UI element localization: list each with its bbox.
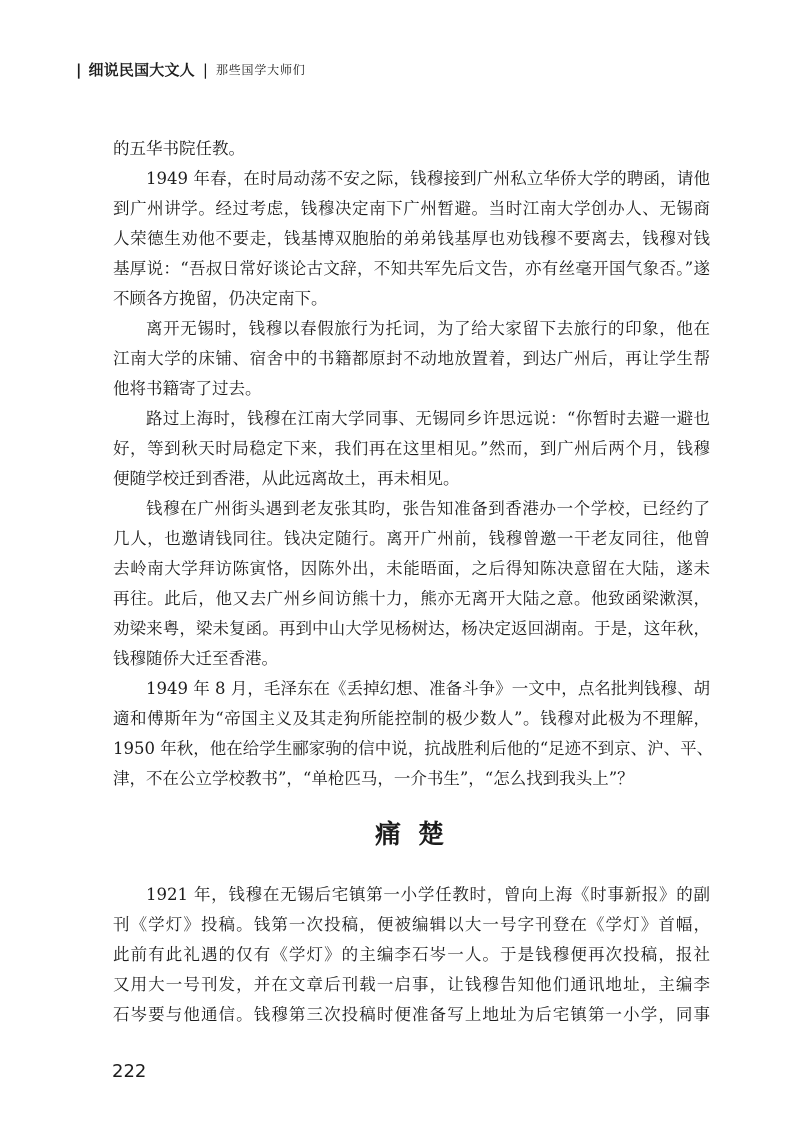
text-line: 几人，也邀请钱同往。钱决定随行。离开广州前，钱穆曾邀一干老友同往，他曾: [113, 529, 710, 548]
paragraph: [113, 880, 710, 1030]
text-line: 路过上海时，钱穆在江南大学同事、无锡同乡许思远说：“你暂时去避一避也: [146, 409, 710, 428]
paragraph: [113, 404, 710, 494]
header-separator: |: [202, 61, 208, 79]
text-line: 便随学校迁到香港，从此远离故土，再未相见。: [113, 469, 460, 488]
text-line: 刊《学灯》投稿。钱第一次投稿，便被编辑以大一号字刊登在《学灯》首幅，: [113, 915, 710, 934]
page-number: 222: [112, 1061, 147, 1082]
text-line: 他将书籍寄了过去。: [113, 379, 262, 398]
text-line: 到广州讲学。经过考虑，钱穆决定南下广州暂避。当时江南大学创办人、无锡商: [113, 199, 710, 218]
text-line: 基厚说：“吾叔日常好谈论古文辞，不知共军先后文告，亦有丝毫开国气象否。”遂: [113, 259, 710, 278]
text-line: 又用大一号刊发，并在文章后刊载一启事，让钱穆告知他们通讯地址，主编李: [113, 975, 710, 994]
text-line: 1949 年春，在时局动荡不安之际，钱穆接到广州私立华侨大学的聘函，请他: [146, 169, 710, 188]
header-bar: |: [76, 61, 82, 79]
text-line: 钱穆在广州街头遇到老友张其昀，张告知准备到香港办一个学校，已经约了: [146, 499, 710, 518]
book-title: 细说民国大文人: [88, 61, 195, 79]
text-line: 的五华书院任教。: [113, 139, 245, 158]
section-2-body: [113, 880, 710, 1030]
paragraph: [113, 314, 710, 404]
paragraph: [113, 674, 714, 794]
text-line: 1949 年 8 月，毛泽东在《丢掉幻想、准备斗争》一文中，点名批判钱穆、胡: [146, 679, 710, 698]
paragraph: [113, 134, 710, 164]
text-line: 此前有此礼遇的仅有《学灯》的主编李石岑一人。于是钱穆便再次投稿，报社: [113, 945, 710, 964]
text-line: 適和傅斯年为“帝国主义及其走狗所能控制的极少数人”。钱穆对此极为不理解，: [113, 709, 710, 728]
text-line: 1921 年，钱穆在无锡后宅镇第一小学任教时，曾向上海《时事新报》的副: [146, 885, 710, 904]
section-1-body: [113, 134, 714, 794]
text-line: 钱穆随侨大迁至香港。: [113, 649, 278, 668]
chapter-title: 那些国学大师们: [215, 63, 306, 77]
running-header: [76, 59, 306, 81]
text-line: 去岭南大学拜访陈寅恪，因陈外出，未能晤面，之后得知陈决意留在大陆，遂未: [113, 559, 710, 578]
paragraph: [113, 494, 710, 674]
text-line: 好，等到秋天时局稳定下来，我们再在这里相见。”然而，到广州后两个月，钱穆: [113, 439, 710, 458]
paragraph: [113, 164, 710, 314]
text-line: 不顾各方挽留，仍决定南下。: [113, 289, 328, 308]
text-line: 人荣德生劝他不要走，钱基博双胞胎的弟弟钱基厚也劝钱穆不要离去，钱穆对钱: [113, 229, 710, 248]
section-title: 痛 楚: [374, 820, 449, 850]
text-line: 江南大学的床铺、宿舍中的书籍都原封不动地放置着，到达广州后，再让学生帮: [113, 349, 710, 368]
text-line: 再往。此后，他又去广州乡间访熊十力，熊亦无离开大陆之意。他致函梁漱溟，: [113, 589, 710, 608]
text-line: 离开无锡时，钱穆以春假旅行为托词，为了给大家留下去旅行的印象，他在: [146, 319, 710, 338]
text-line: 石岑要与他通信。钱穆第三次投稿时便准备写上地址为后宅镇第一小学，同事: [113, 1005, 710, 1024]
text-line: 1950 年秋，他在给学生郦家驹的信中说，抗战胜利后他的“足迹不到京、沪、平、: [113, 739, 714, 758]
text-line: 津，不在公立学校教书”，“单枪匹马，一介书生”，“怎么找到我头上”？: [113, 769, 634, 788]
text-line: 劝梁来粤，梁未复函。再到中山大学见杨树达，杨决定返回湖南。于是，这年秋，: [113, 619, 710, 638]
